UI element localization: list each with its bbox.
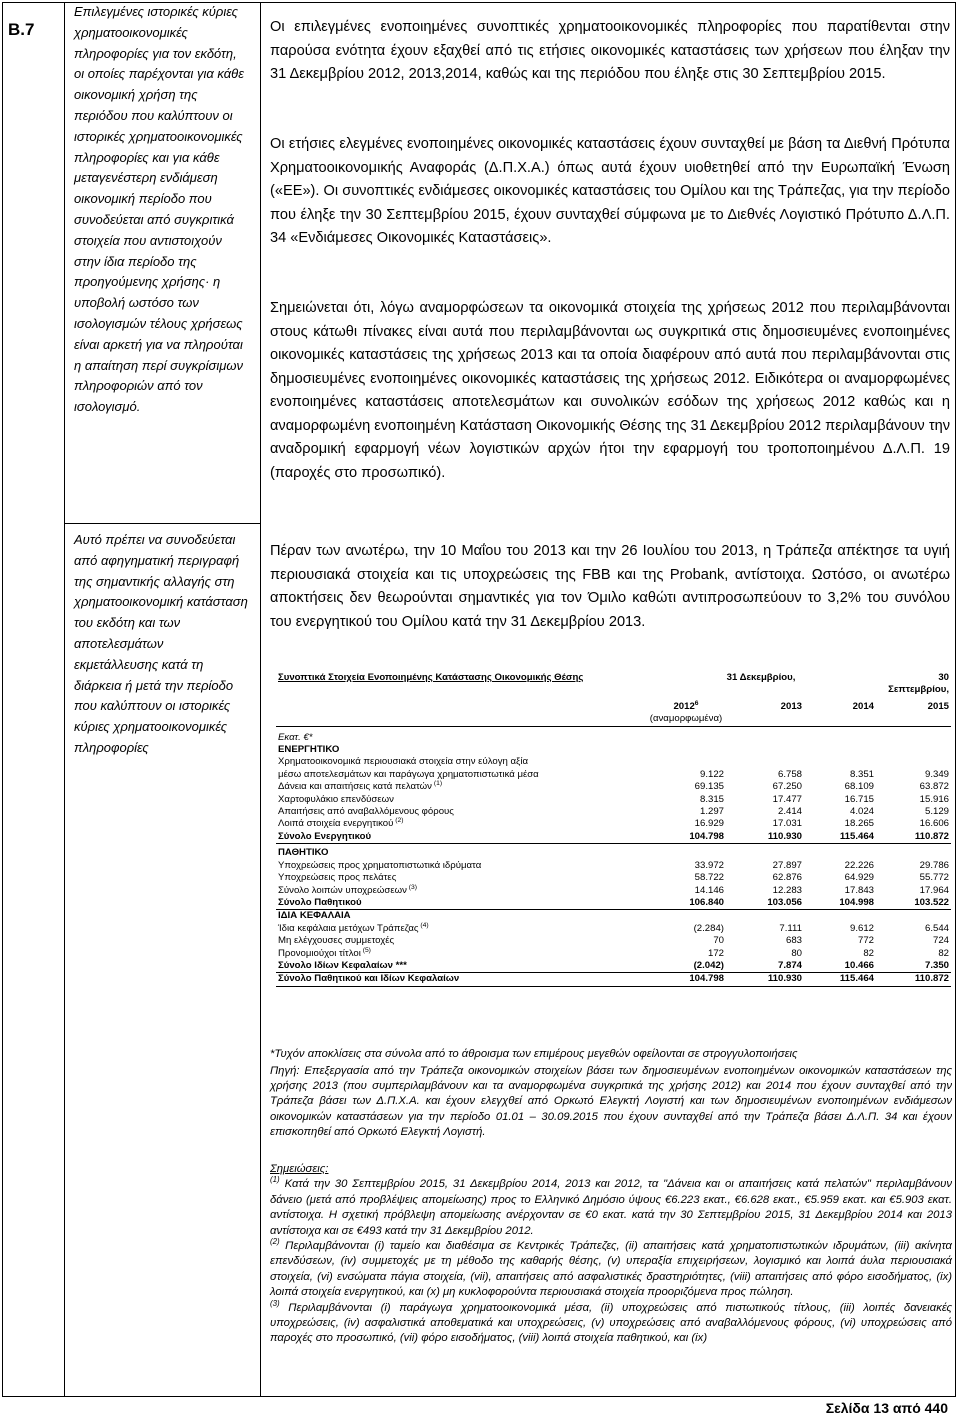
row-label: Σύνολο Ιδίων Κεφαλαίων *** <box>276 960 646 973</box>
assets-heading: ΕΝΕΡΓΗΤΙΚΟ <box>278 744 340 756</box>
table-row <box>276 935 951 947</box>
row-value: 7.350 <box>876 960 951 973</box>
table-row <box>276 781 951 793</box>
column-divider <box>64 2 65 1397</box>
row-value: 12.283 <box>772 884 802 896</box>
row-value: 69.135 <box>694 781 724 793</box>
row-value: 16.606 <box>919 818 949 830</box>
row-label: Σύνολο Παθητικού <box>276 897 646 910</box>
row-label: Δάνεια και απαιτήσεις κατά πελατών $^{(1)}$ <box>278 780 443 793</box>
row-value: 104.798 <box>646 831 726 844</box>
left-description-1: Επιλεγμένες ιστορικές κύριες χρηματοοικονομικές πληροφορίες για τον εκδότη, οι οποίες παρέχονται για κάθε οικονομική χρήση της περιόδου που καλύπτουν οι ιστορικές χρηματοοικονομικές πληροφορίες και για κάθε μεταγενέστερη ενδιάμεση οικονομική περίοδο που συνοδεύεται από συγκριτικά στοιχεία που αντιστοιχούν στην ίδια περίοδο της προηγούμενης χρήσης· η υποβολή ωστόσο των ισολογισμών τέλους χρήσεως είναι αρκετή για να πληρούται η απαίτηση περί συγκρίσιμων πληροφοριών από τον ισολογισμό. <box>74 4 244 415</box>
row-value: 115.464 <box>804 973 876 986</box>
row-value: 80 <box>791 947 802 959</box>
row-value: 4.024 <box>849 806 874 818</box>
row-value: 2.414 <box>777 806 802 818</box>
row-value: 67.250 <box>772 781 802 793</box>
row-label: Ίδια κεφάλαια μετόχων Τράπεζας $^{(4)}$ <box>278 921 429 934</box>
row-value: 8.315 <box>699 793 724 805</box>
row-value: 1.297 <box>699 806 724 818</box>
row-value: 16.929 <box>694 818 724 830</box>
row-value: 27.897 <box>772 859 802 871</box>
row-value: 6.544 <box>924 922 949 934</box>
row-value: 17.477 <box>772 793 802 805</box>
fvtpl-label-line1: Χρηματοοικονομικά περιουσιακά στοιχεία στην εύλογη αξία <box>278 756 529 768</box>
row-value: (2.042) <box>646 960 726 973</box>
note-2: $^{(2)}$ Περιλαμβάνονται (i) ταμείο και διαθέσιμα σε Κεντρικές Τράπεζες, (ii) απαιτήσεις κατά χρηματοπιστωτικών ιδρυμάτων, (iii) ακίνητα επενδύσεων, (iv) συμμετοχές με τη μέθοδο της καθαρής θέσης, (v) υπεραξία επιχειρήσεων, λογισμικό και λοιπά άυλα περιουσιακά στοιχεία, (vi) ενσώματα πάγια στοιχεία, (vii), απαιτήσεις από ασφαλιστικές δραστηριότητες, (viii) απαιτήσεις από φόρο εισοδήματος, (ix) λοιπά στοιχεία ενεργητικού, και (x) μη κυκλοφορούντα περιουσιακά στοιχεία προοριζόμενα προς πώληση. <box>270 1237 952 1299</box>
equity-heading: ΙΔΙΑ ΚΕΦΑΛΑΙΑ <box>278 910 351 922</box>
page-number: Σελίδα 13 από 440 <box>825 1400 948 1416</box>
row-value: 104.998 <box>804 897 876 910</box>
row-value: 64.929 <box>844 872 874 884</box>
row-value: 683 <box>785 935 802 947</box>
row-value: 724 <box>932 935 949 947</box>
row-value: 772 <box>857 935 874 947</box>
row-value: 104.798 <box>646 973 726 986</box>
row-label: Σύνολο Παθητικού και Ιδίων Κεφαλαίων <box>276 973 646 986</box>
row-value: 106.840 <box>646 897 726 910</box>
liabilities-heading: ΠΑΘΗΤΙΚΟ <box>278 847 329 859</box>
table-title: Συνοπτικά Στοιχεία Ενοποιημένης Κατάστασης Οικονομικής Θέσης <box>278 672 584 683</box>
row-value: 110.930 <box>726 831 804 844</box>
row-value: 103.056 <box>726 897 804 910</box>
unit-label: Εκατ. €* <box>278 731 313 743</box>
row-label: Χαρτοφυλάκιο επενδύσεων <box>278 793 394 805</box>
header-december: 31 Δεκεμβρίου, <box>726 672 796 683</box>
notes-heading: Σημειώσεις: <box>270 1163 329 1175</box>
row-value: 10.466 <box>804 960 876 973</box>
source-note: Πηγή: Επεξεργασία από την Τράπεζα οικονομικών στοιχείων βάσει των δημοσιευμένων ενοποιημένων οικονομικών καταστάσεων της χρήσης 2013 (που συμπεριλαμβάνουν και τα αναμορφωμένα συγκριτικά της χρήσης 2012) και 2014 που έχουν συνταχθεί από την Τράπεζα βάσει των Δ.Π.Χ.Α. και έχουν ελεγχθεί από Ορκωτό Ελεγκτή Λογιστή και των δημοσιευμένων ενοποιημένων ενδιάμεσων οικονομικών καταστάσεων για την περίοδο 01.01 – 30.09.2015 που έχουν συνταχθεί από την Τράπεζα βάσει Δ.Λ.Π. 34 και έχουν επισκοπηθεί από Ορκωτό Ελεγκτή Λογιστή. <box>270 1065 952 1138</box>
row-value: (2.284) <box>693 922 724 934</box>
row-value: 9.122 <box>699 768 724 780</box>
table-row <box>276 794 951 806</box>
row-value: 33.972 <box>694 859 724 871</box>
row-value: 9.612 <box>849 922 874 934</box>
notes-section <box>270 1162 952 1347</box>
row-label: Λοιπά στοιχεία ενεργητικού $^{(2)}$ <box>278 817 404 830</box>
row-value: 58.722 <box>694 872 724 884</box>
row-value: 8.351 <box>849 768 874 780</box>
row-label: Υποχρεώσεις προς πελάτες <box>278 872 397 884</box>
row-value: 17.964 <box>919 884 949 896</box>
row-value: 55.772 <box>919 872 949 884</box>
table-row <box>276 923 951 935</box>
row-value: 7.874 <box>726 960 804 973</box>
acquisitions-paragraph: Πέραν των ανωτέρω, την 10 Μαΐου του 2013 και την 26 Ιουλίου του 2013, η Τράπεζα απέκτησε τα υγιή περιουσιακά στοιχεία και τις υποχρεώσεις της FBB και της Probank, αντίστοιχα. Ωστόσο, οι ανωτέρω αποκτήσεις δεν θεωρούνται σημαντικές για τον Όμιλο καθώτι αντιπροσωπεύουν το 3,2% του συνόλου του ενεργητικού του Ομίλου κατά την 31 Δεκεμβρίου 2013. <box>270 543 950 630</box>
row-value: 62.876 <box>772 872 802 884</box>
balance-sheet-table <box>276 672 951 987</box>
header-september: 30 Σεπτεμβρίου, <box>888 672 949 696</box>
note-3: $^{(3)}$ Περιλαμβάνονται (i) παράγωγα χρηματοοικονομικά μέσα, (ii) υποχρεώσεις από πιστωτικούς τίτλους, (iii) λοιπές δανειακές υποχρεώσεις, (iv) ασφαλιστικά αποθεματικά και υποχρεώσεις, (v) υποχρεώσεις από αναβαλλόμενους φόρους, (vi) υποχρεώσεις από παροχές στο προσωπικό, (vii) φόρο εισοδήματος, (viii) λοιπά στοιχεία παθητικού, και (ix) <box>270 1298 953 1345</box>
intro-paragraph: Οι επιλεγμένες ενοποιημένες συνοπτικές χρηματοοικονομικές πληροφορίες που παρατίθενται στην παρούσα ενότητα έχουν εξαχθεί από τις ετήσιες οικονομικές καταστάσεις των χρήσεων που έληξαν την 31 Δεκεμβρίου 2012, 2013,2014, καθώς και της περιόδου που έληξε στις 30 Σεπτεμβρίου 2015. <box>270 19 950 82</box>
col-2013: 2013 <box>780 700 802 712</box>
row-value: 22.226 <box>844 859 874 871</box>
table-row <box>276 885 951 897</box>
row-label: Προνομιούχοι τίτλοι $^{(5)}$ <box>278 946 371 959</box>
row-value: 63.872 <box>919 781 949 793</box>
row-value: 14.146 <box>694 884 724 896</box>
section-id: B.7 <box>8 20 35 39</box>
table-row <box>276 872 951 884</box>
row-value: 6.758 <box>777 768 802 780</box>
row-value: 115.464 <box>804 831 876 844</box>
row-label: Σύνολο λοιπών υποχρεώσεων $^{(3)}$ <box>278 883 417 896</box>
total-liabilities-row <box>276 897 951 910</box>
restatement-paragraph: Σημειώνεται ότι, λόγω αναμορφώσεων τα οικονομικά στοιχεία της χρήσεως 2012 που περιλαμβάνονται στους κάτωθι πίνακες είναι αυτά που περιλαμβάνονται ως συγκριτικά στις δημοσιευμένες ενοποιημένες οικονομικές καταστάσεις της χρήσεως 2013 και τα οποία διαφέρουν από αυτά που περιλαμβάνονται στις δημοσιευμένες ενοποιημένες οικονομικές καταστάσεις της χρήσεως 2012. Ειδικότερα οι αναμορφωμένες ενοποιημένες καταστάσεις αποτελεσμάτων και συνολικών εσόδων της χρήσεως 2012 καθώς και η αναμορφωμένη ενοποιημένη Κατάσταση Οικονομικής Θέσης της 31 Δεκεμβρίου 2012 περιλαμβάνουν την αναδρομική εφαρμογή νέων λογιστικών αρχών ήτοι την εφαρμογή του τροποποιημένου Δ.Λ.Π. 19 (παροχές στο προσωπικό). <box>270 300 950 481</box>
row-label: Υποχρεώσεις προς χρηματοπιστωτικά ιδρύματα <box>278 859 482 871</box>
row-value: 7.111 <box>779 922 802 934</box>
total-assets-row <box>276 831 951 844</box>
table-row <box>276 860 951 872</box>
row-value: 16.715 <box>844 793 874 805</box>
row-value: 82 <box>938 947 949 959</box>
row-value: 9.349 <box>924 768 949 780</box>
col-2015: 2015 <box>927 700 949 712</box>
left-description-2: Αυτό πρέπει να συνοδεύεται από αφηγηματική περιγραφή της σημαντικής αλλαγής στη χρηματοοικονομική κατάσταση του εκδότη και των αποτελεσμάτων εκμετάλλευσης κατά τη διάρκεια ή μετά την περίοδο που καλύπτουν οι ιστορικές κύριες χρηματοοικονομικές πληροφορίες <box>74 532 248 755</box>
row-value: 110.872 <box>876 831 951 844</box>
column-divider <box>260 2 261 1397</box>
row-value: 172 <box>707 947 724 959</box>
col-2014: 2014 <box>852 700 874 712</box>
row-value: 110.872 <box>876 973 951 986</box>
total-equity-row <box>276 960 951 973</box>
row-value: 18.265 <box>844 818 874 830</box>
ifrs-paragraph: Οι ετήσιες ελεγμένες ενοποιημένες οικονομικές καταστάσεις έχουν συνταχθεί με βάση τα Διεθνή Πρότυπα Χρηματοοικονομικής Αναφοράς (Δ.Π.Χ.Α.) όπως αυτά έχουν υιοθετηθεί από την Ευρωπαϊκή Ένωση («ΕΕ»). Οι συνοπτικές ενδιάμεσες οικονομικές καταστάσεις του Ομίλου και της Τράπεζας, για την περίοδο που έληξε την 30 Σεπτεμβρίου 2015, έχουν συνταχθεί σύμφωνα με το Διεθνές Λογιστικό Πρότυπο Δ.Λ.Π. 34 «Ενδιάμεσες Οικονομικές Καταστάσεις». <box>270 136 950 246</box>
row-value: 110.930 <box>726 973 804 986</box>
row-label: Σύνολο Ενεργητικού <box>276 831 646 844</box>
row-value: 29.786 <box>919 859 949 871</box>
note-1: $^{(1)}$ Κατά την 30 Σεπτεμβρίου 2015, 31 Δεκεμβρίου 2014, 2013 και 2012, τα "Δάνεια και οι απαιτήσεις κατά πελατών" περιλαμβάνουν δάνειο (μετά από προβλέψεις απομείωσης) προς το Ελληνικό Δημόσιο ύψους €6.223 εκατ., €6.628 εκατ., €5.959 εκατ. και €5.903 εκατ. αντίστοιχα. Η σχετική πρόβλεψη απομείωσης ανέρχονταν σε €0 εκατ. κατά την 30 Σεπτεμβρίου 2015, 31 Δεκεμβρίου 2014 και 2013 αντίστοιχα και σε €493 κατά την 31 Δεκεμβρίου 2012. <box>270 1175 952 1237</box>
row-label: Απαιτήσεις από αναβαλλόμενους φόρους <box>278 806 454 818</box>
table-row <box>276 806 951 818</box>
row-value: 82 <box>863 947 874 959</box>
table-row <box>276 818 951 830</box>
row-value: 5.129 <box>924 806 949 818</box>
row-value: 17.843 <box>844 884 874 896</box>
row-value: 15.916 <box>919 793 949 805</box>
col-2012: 2012$^6$ (αναμορφωμένα) <box>649 699 723 725</box>
row-value: 70 <box>713 935 724 947</box>
row-value: 103.522 <box>876 897 951 910</box>
row-label: μέσω αποτελεσμάτων και παράγωγα χρηματοπιστωτικά μέσα <box>278 768 539 780</box>
rounding-note: *Τυχόν αποκλίσεις στα σύνολα από το άθροισμα των επιμέρους μεγεθών οφείλονται σε στρογγυλοποιήσεις <box>270 1048 798 1060</box>
table-row <box>276 948 951 960</box>
total-liabilities-equity-row <box>276 973 951 986</box>
row-value: 17.031 <box>772 818 802 830</box>
row-divider <box>64 523 260 524</box>
table-row <box>276 769 951 781</box>
row-value: 68.109 <box>844 781 874 793</box>
row-label: Μη ελέγχουσες συμμετοχές <box>278 935 395 947</box>
